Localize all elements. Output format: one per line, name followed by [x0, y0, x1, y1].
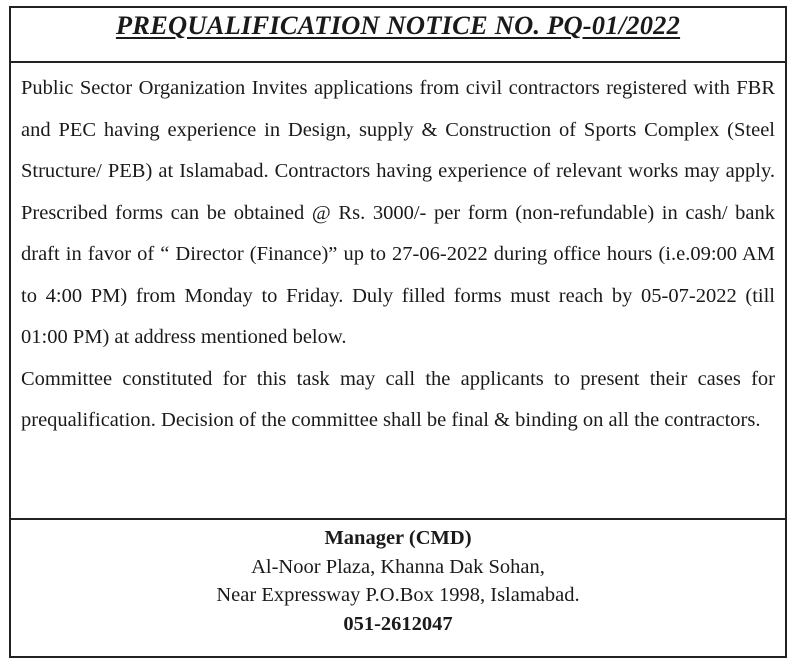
- paragraph-invitation: Public Sector Organization Invites applications from civil contractors registered with FBR and PEC having experience in Design, supply & Construction of Sports Complex (Steel Structure/ PEB) at Islamabad. Contractors having experience of relevant works may apply. Prescribed forms can be obtained @ Rs. 3000/- per form (non-refundable) in cash/ bank draft in favor of “ Director (Finance)” up to 27-06-2022 during office hours (i.e.09:00 AM to 4:00 PM) from Monday to Friday. Duly filled forms must reach by 05-07-2022 (till 01:00 PM) at address mentioned below.: [21, 77, 775, 348]
- contact-designation: Manager (CMD): [324, 527, 472, 549]
- prequalification-notice: [9, 6, 787, 658]
- contact-address-line-1: Al-Noor Plaza, Khanna Dak Sohan,: [251, 555, 545, 578]
- notice-body: [11, 63, 785, 520]
- contact-address-line-2: Near Expressway P.O.Box 1998, Islamabad.: [216, 584, 580, 606]
- paragraph-committee: Committee constituted for this task may call the applicants to present their cases for prequalification. Decision of the committee shall be final & binding on all the contractors.: [21, 367, 775, 431]
- title-section: [11, 8, 785, 63]
- notice-title: PREQUALIFICATION NOTICE NO. PQ-01/2022: [115, 10, 681, 40]
- contact-section: [11, 520, 785, 638]
- contact-phone: 051-2612047: [343, 612, 453, 635]
